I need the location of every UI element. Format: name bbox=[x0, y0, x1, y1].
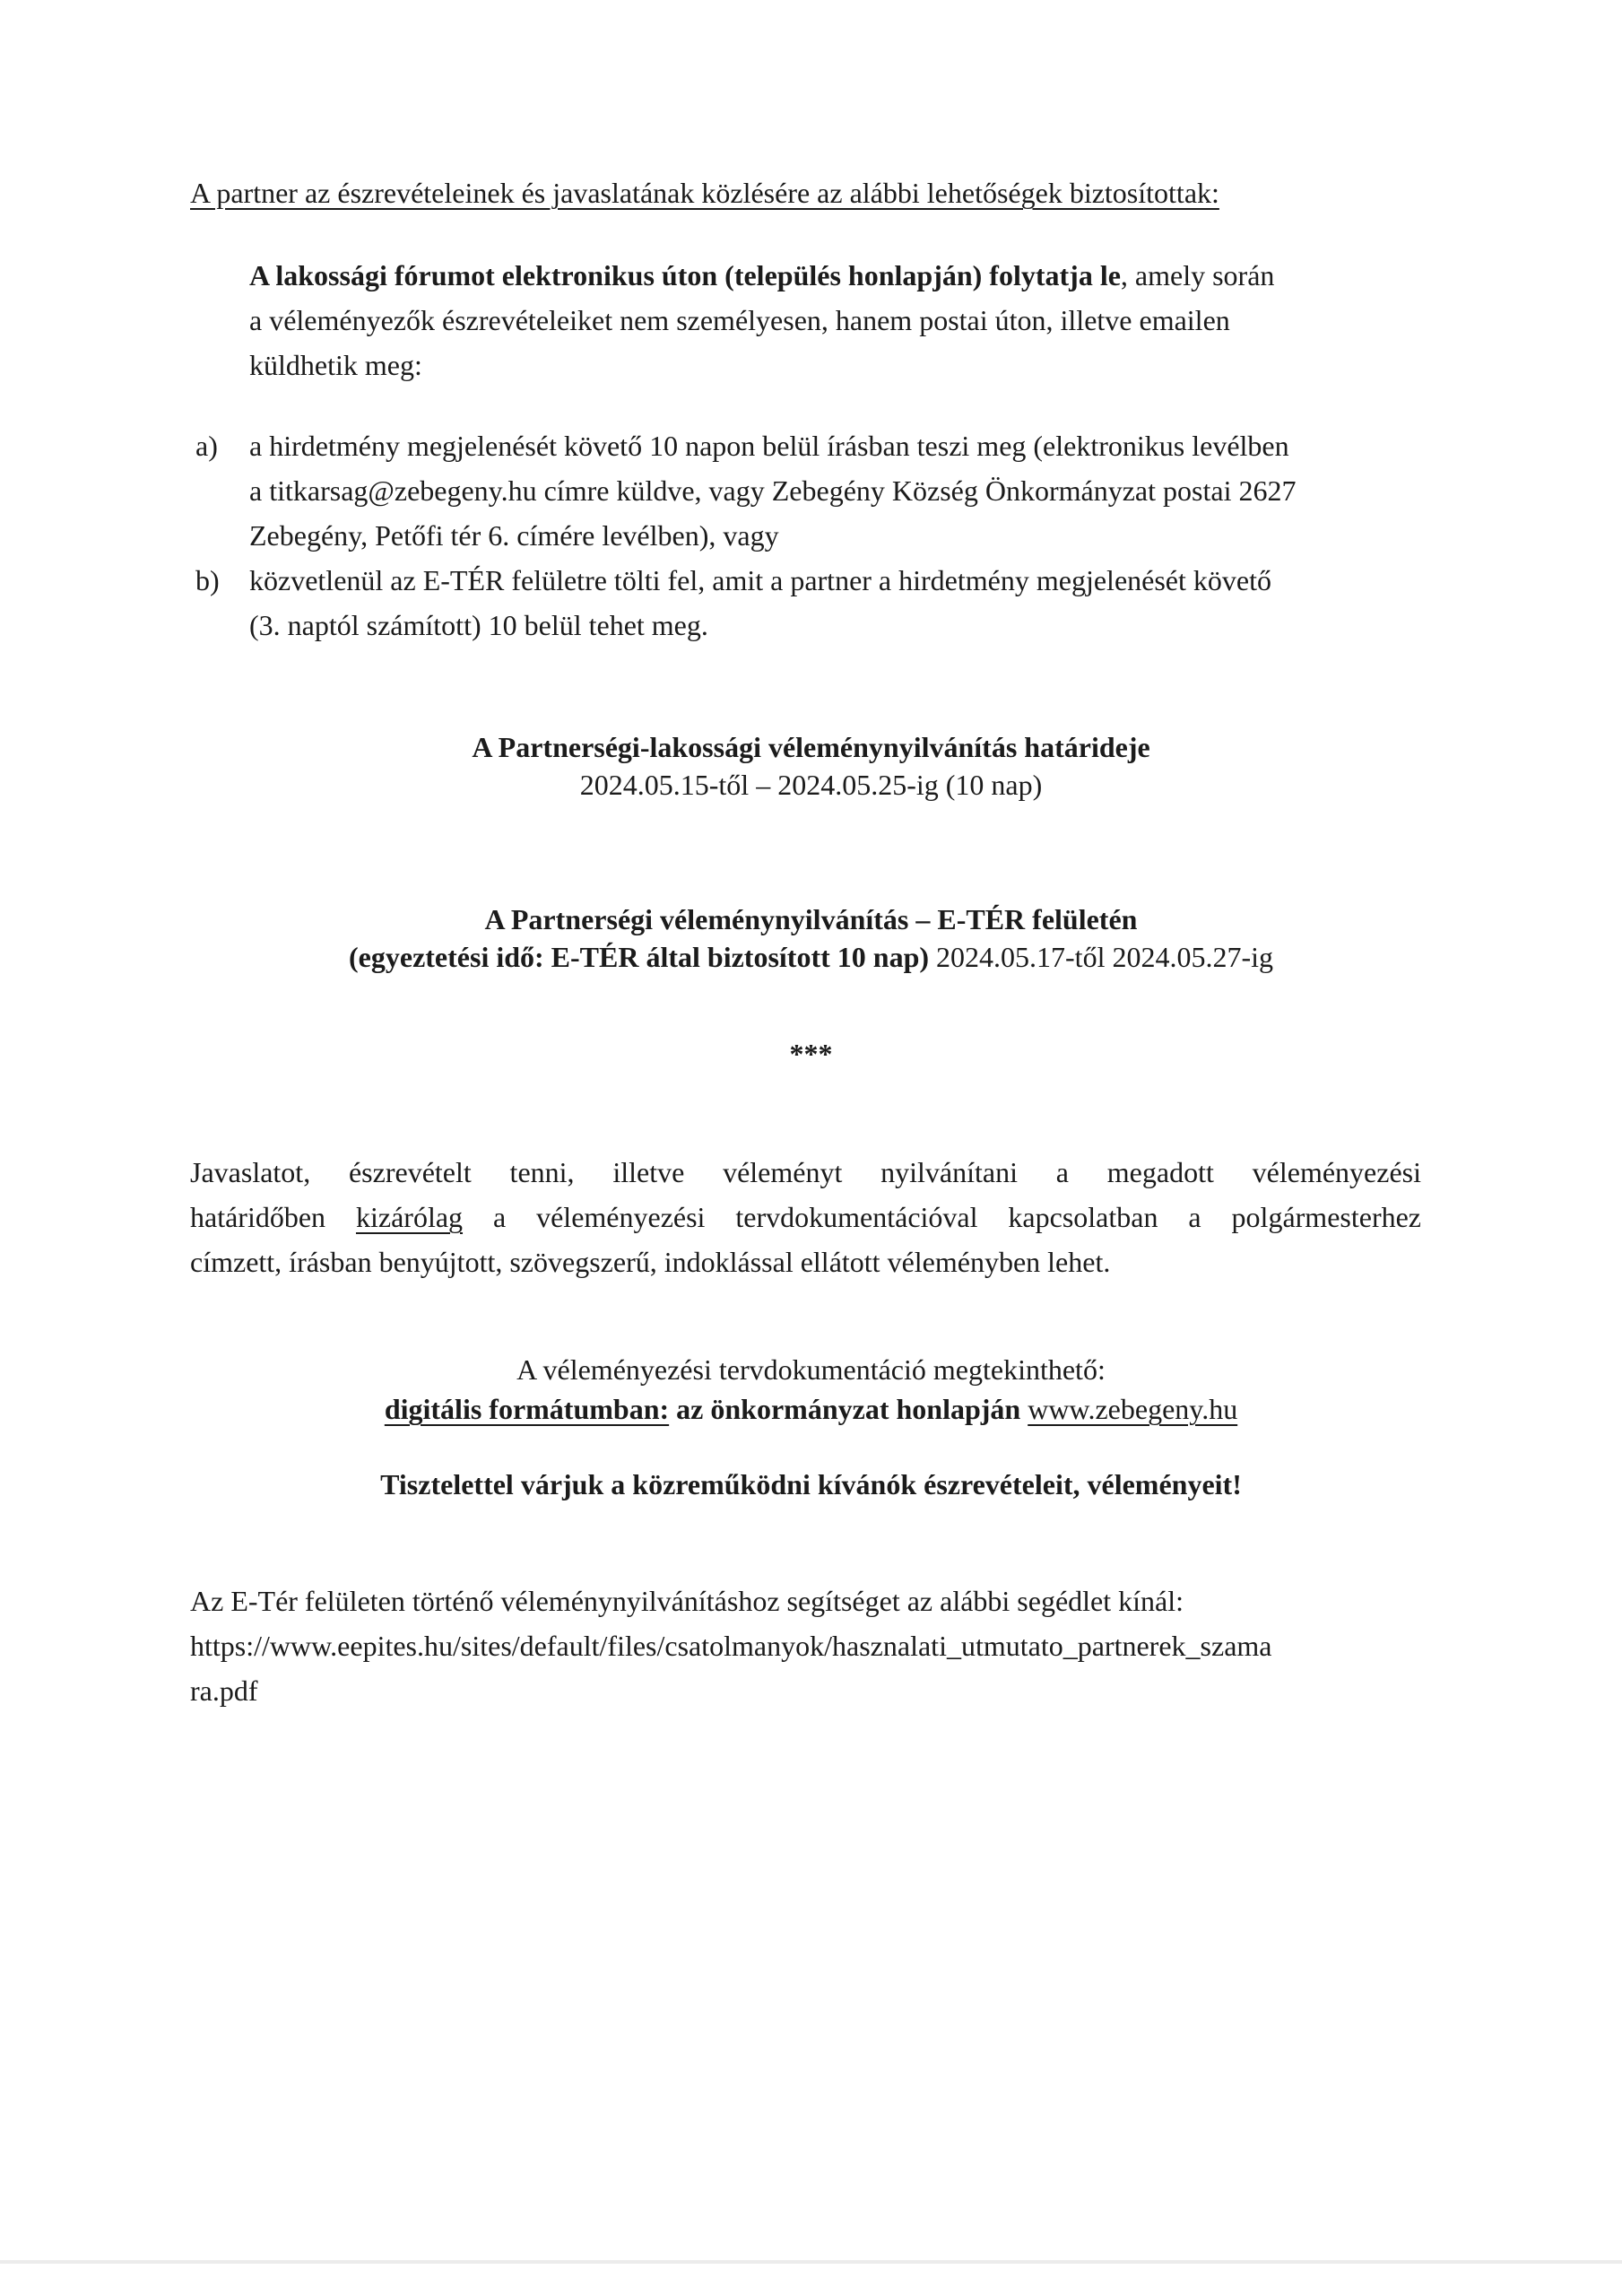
option-a-line: a hirdetmény megjelenését követő 10 napon belül írásban teszi meg (elektronikus levélben bbox=[249, 430, 1289, 462]
forum-line-2: a véleményezők észrevételeiket nem személyesen, hanem postai úton, illetve emailen bbox=[249, 304, 1230, 336]
docs-label: digitális formátumban: bbox=[384, 1393, 670, 1425]
forum-line-3: küldhetik meg: bbox=[249, 349, 422, 381]
option-b-line: közvetlenül az E-TÉR felületre tölti fel, amit a partner a hirdetmény megjelenését követő bbox=[249, 564, 1271, 596]
option-b-line: (3. naptól számított) 10 belül tehet meg. bbox=[249, 609, 708, 641]
option-b-marker: b) bbox=[195, 564, 220, 596]
docs-mid: az önkormányzat honlapján bbox=[669, 1393, 1028, 1425]
option-b-text bbox=[249, 558, 1370, 648]
help-url-line-1[interactable]: https://www.eepites.hu/sites/default/files/csatolmanyok/hasznalati_utmutato_partnerek_szama bbox=[190, 1630, 1272, 1662]
notice-underlined: kizárólag bbox=[355, 1201, 464, 1233]
notice-line-1: Javaslatot, észrevételt tenni, illetve véleményt nyilvánítani a megadott véleményezési bbox=[190, 1156, 1421, 1188]
forum-line-1 bbox=[249, 253, 1274, 298]
option-a-text bbox=[249, 423, 1370, 558]
deadline-2-bold: (egyeztetési idő: E-TÉR által biztosított 10 nap) bbox=[349, 941, 930, 973]
notice-post: a véleményezési tervdokumentációval kapcsolatban a polgármesterhez bbox=[463, 1201, 1422, 1233]
deadline-2-title: A Partnerségi véleménynyilvánítás – E-TÉR felületén bbox=[484, 903, 1138, 935]
notice-line-3: címzett, írásban benyújtott, szövegszerű, indoklással ellátott véleményben lehet. bbox=[190, 1246, 1111, 1278]
docs-line-1: A véleményezési tervdokumentáció megtekinthető: bbox=[516, 1353, 1106, 1386]
deadline-1-dates: 2024.05.15-től – 2024.05.25-ig (10 nap) bbox=[579, 769, 1043, 801]
help-url-line-2[interactable]: ra.pdf bbox=[190, 1674, 258, 1707]
option-a-line: a titkarsag@zebegeny.hu címre küldve, vagy Zebegény Község Önkormányzat postai 2627 bbox=[249, 474, 1297, 507]
option-a-marker: a) bbox=[195, 430, 218, 462]
option-a-line: Zebegény, Petőfi tér 6. címére levélben), vagy bbox=[249, 519, 779, 552]
website-link[interactable]: www.zebegeny.hu bbox=[1028, 1393, 1238, 1425]
forum-rest: , amely során bbox=[1120, 259, 1275, 291]
separator: *** bbox=[789, 1038, 833, 1070]
docs-line-2 bbox=[0, 1387, 1622, 1431]
forum-bold: A lakossági fórumot elektronikus úton (település honlapján) folytatja le bbox=[249, 259, 1121, 291]
deadline-2-dates: 2024.05.17-től 2024.05.27-ig bbox=[929, 941, 1273, 973]
deadline-1-title: A Partnerségi-lakossági véleménynyilvánítás határideje bbox=[472, 731, 1150, 763]
notice-pre: határidőben bbox=[190, 1201, 356, 1233]
intro-heading: A partner az észrevételeinek és javaslatának közlésére az alábbi lehetőségek biztosítottak: bbox=[190, 177, 1219, 209]
deadline-2-line-2 bbox=[0, 935, 1622, 979]
scan-edge bbox=[0, 2260, 1622, 2264]
notice-line-2 bbox=[190, 1195, 1421, 1239]
closing-line: Tisztelettel várjuk a közreműködni kívánók észrevételeit, véleményeit! bbox=[380, 1468, 1242, 1500]
help-line-1: Az E-Tér felületen történő véleménynyilvánításhoz segítséget az alábbi segédlet kínál: bbox=[190, 1585, 1184, 1617]
